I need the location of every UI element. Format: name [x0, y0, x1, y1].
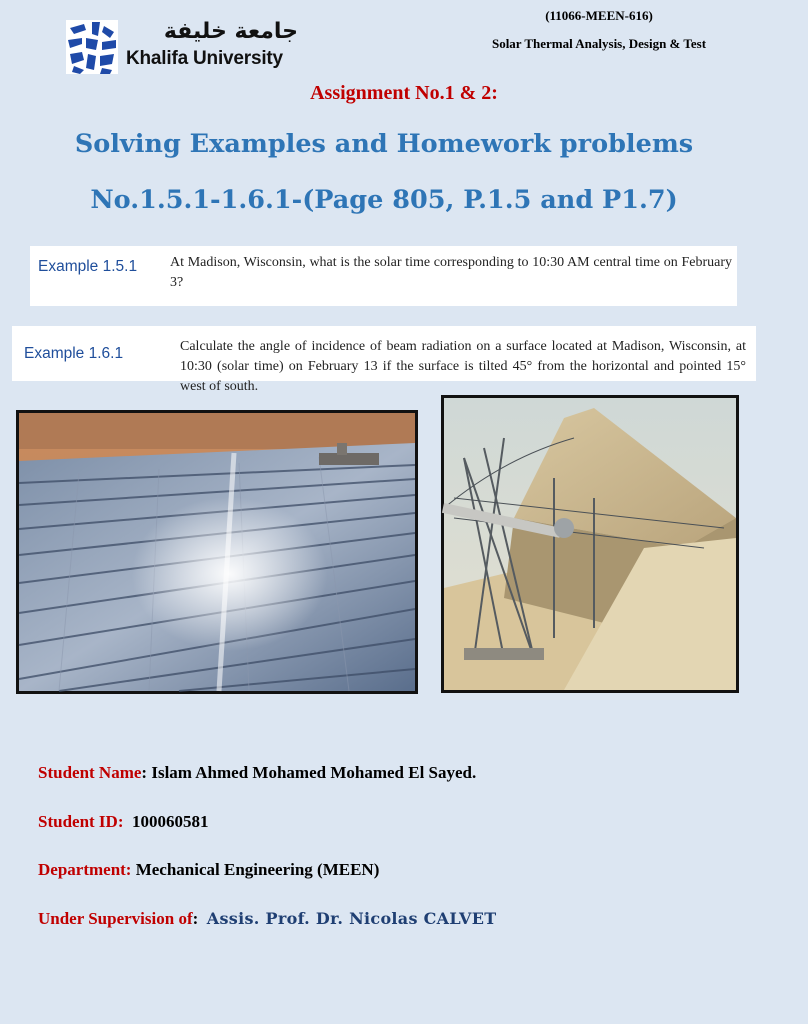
student-name-value: Islam Ahmed Mohamed Mohamed El Sayed.: [151, 763, 477, 782]
department-value: Mechanical Engineering (MEEN): [135, 860, 380, 879]
solar-field-photo: [16, 410, 418, 694]
student-name-label: Student Name: [38, 763, 142, 782]
example-box-1: [30, 246, 737, 306]
student-id-value: 100060581: [132, 812, 209, 831]
example-text: At Madison, Wisconsin, what is the solar time corresponding to 10:30 AM central time on February 3?: [170, 255, 732, 290]
document-title-line-1: Solving Examples and Homework problems: [74, 129, 694, 159]
course-code: (11066-MEEN-616): [545, 8, 653, 23]
supervisor-row: Under Supervision of: Assis. Prof. Dr. Nicolas CALVET: [38, 909, 497, 928]
assignment-heading: Assignment No.1 & 2:: [310, 82, 498, 104]
example-label: Example 1.6.1: [24, 345, 124, 362]
example-label: Example 1.5.1: [38, 258, 138, 275]
supervisor-value: Assis. Prof. Dr. Nicolas CALVET: [206, 909, 497, 928]
parabolic-trough-photo: [441, 395, 739, 693]
logo-english-text: Khalifa University: [126, 48, 283, 69]
student-name-row: Student Name: Islam Ahmed Mohamed Mohamed El Sayed.: [38, 763, 477, 782]
example-text: Calculate the angle of incidence of beam radiation on a surface located at Madison, Wisconsin, at 10:30 (solar time) on February 13 if the surface is tilted 45° from the horizontal and pointed 15° west of south.: [180, 339, 746, 394]
student-id-label: Student ID:: [38, 812, 124, 831]
university-logo: [66, 18, 306, 76]
khalifa-emblem-icon: [66, 20, 118, 74]
supervisor-label: Under Supervision of: [38, 909, 193, 928]
department-label: Department:: [38, 860, 132, 879]
logo-arabic-text: جامعة خليفة: [163, 19, 298, 44]
student-id-row: [38, 812, 209, 832]
example-box-2: [12, 326, 756, 394]
document-title-line-2: No.1.5.1-1.6.1-(Page 805, P.1.5 and P1.7): [90, 185, 678, 215]
course-title: Solar Thermal Analysis, Design & Test: [491, 36, 707, 51]
department-row: [38, 860, 379, 880]
